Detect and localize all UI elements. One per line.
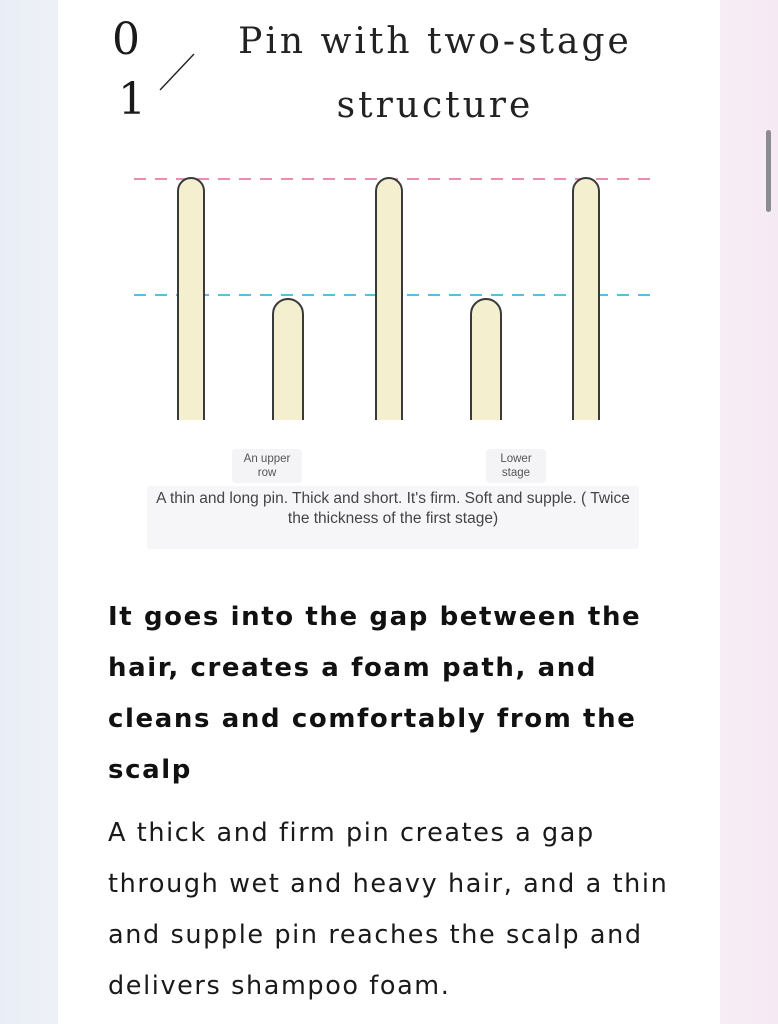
pin-structure-diagram [120,160,650,430]
long-pin-2 [376,178,402,420]
diagram-caption: A thin and long pin. Thick and short. It's firm. Soft and supple. ( Twice the thickness of the first stage) [147,486,639,549]
section-body-text: A thick and firm pin creates a gap through wet and heavy hair, and a thin and supple pin reaches the scalp and delivers shampoo foam. [108,818,669,1001]
section-number-bottom: 1 [118,74,146,125]
section-heading: It goes into the gap between the hair, creates a foam path, and cleans and comfortably from the scalp [108,602,642,785]
section-number-top: 0 [112,14,140,65]
page-scrollbar[interactable] [766,130,771,212]
long-pin-3 [573,178,599,420]
short-pin-1 [273,299,303,420]
upper-row-label: An upper row [232,449,302,483]
lower-stage-label: Lower stage [486,449,546,483]
slash-divider [158,52,196,92]
section-title: Pin with two-stage structure [238,21,632,126]
long-pin-1 [178,178,204,420]
short-pin-2 [471,299,501,420]
